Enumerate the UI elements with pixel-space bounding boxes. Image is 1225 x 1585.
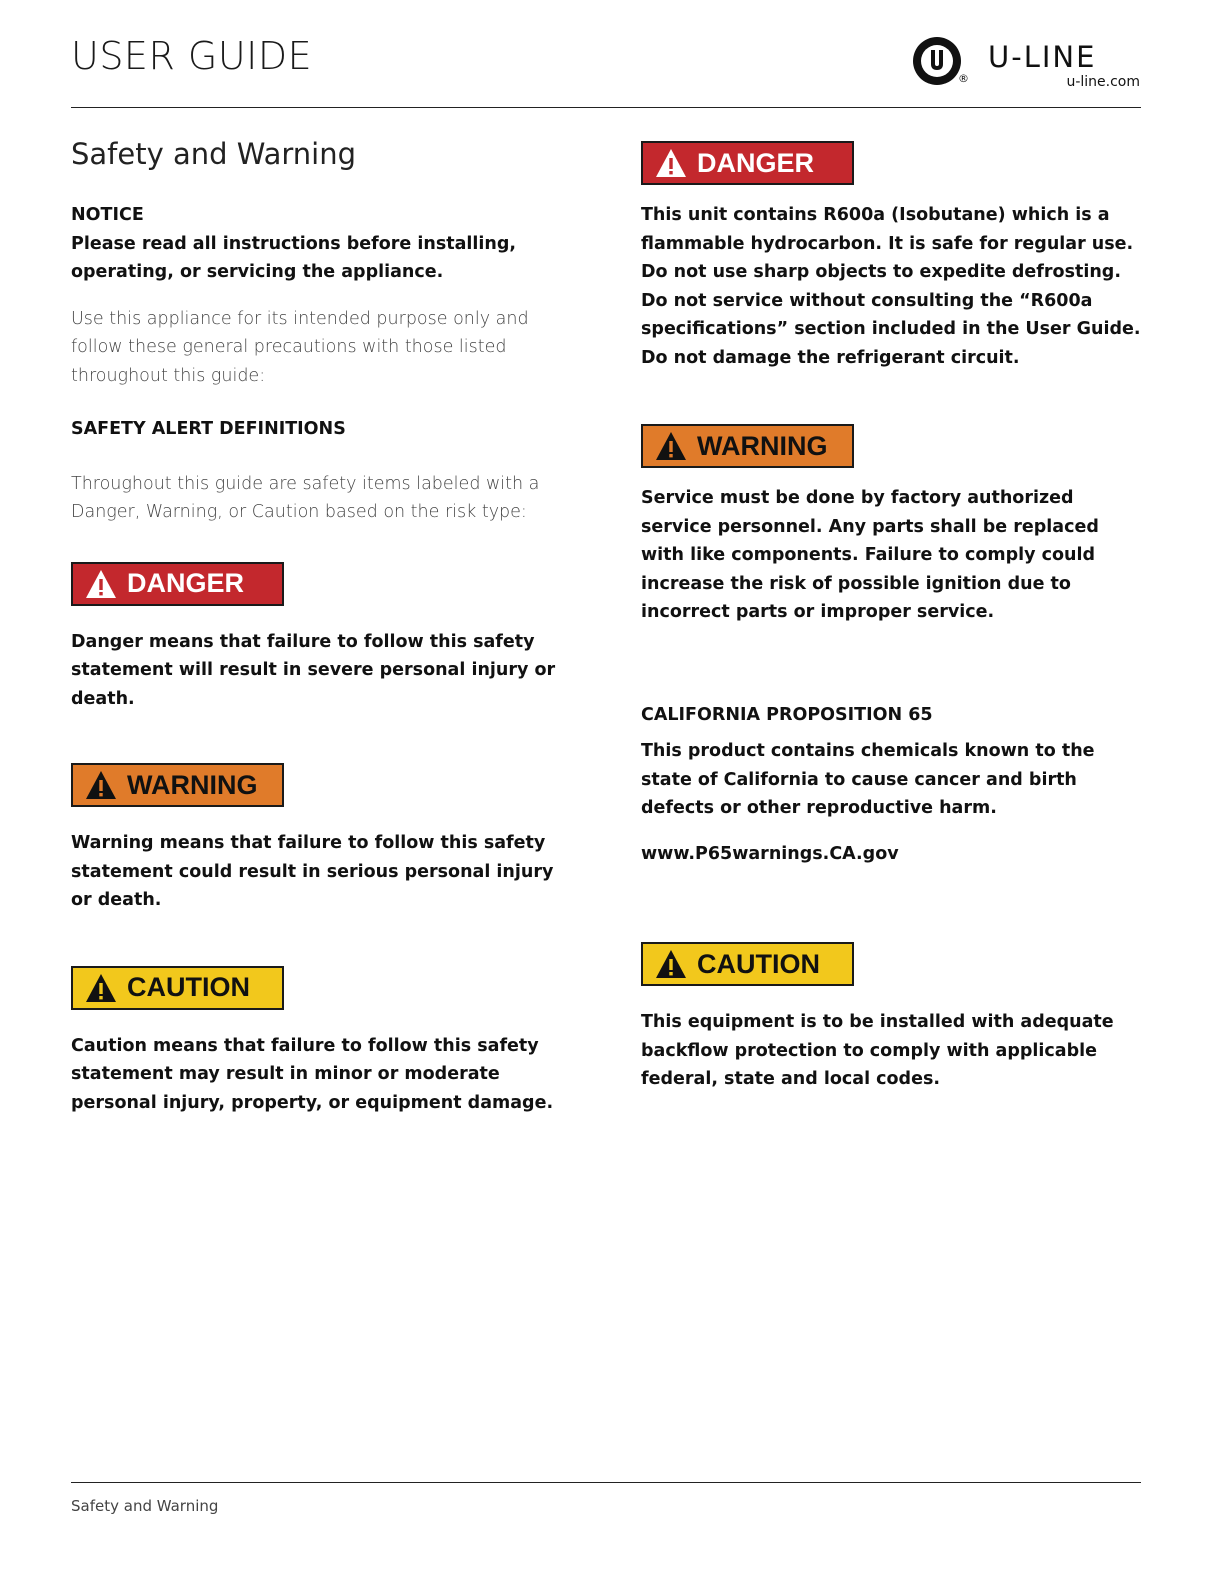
r600a-danger-badge	[641, 141, 854, 185]
warning-definition: Warning means that failure to follow this safety statement could result in serious personal injury or death.	[71, 833, 554, 910]
warning-badge	[71, 763, 284, 807]
definitions-intro: Throughout this guide are safety items labeled with a Danger, Warning, or Caution based on the risk type:	[71, 473, 540, 522]
danger-alert-icon	[655, 148, 687, 178]
prop65-heading: CALIFORNIA PROPOSITION 65	[641, 704, 933, 725]
u-line-logo-icon	[912, 36, 962, 86]
warning-badge-label: WARNING	[127, 769, 258, 800]
logo-wordmark: U-LINE	[988, 40, 1097, 74]
caution-alert-icon	[655, 949, 687, 979]
caution-definition: Caution means that failure to follow this safety statement may result in minor or moderate personal injury, property, or equipment damage.	[71, 1035, 554, 1113]
caution-alert-icon	[85, 973, 117, 1003]
caution-badge-label: CAUTION	[127, 972, 250, 1002]
notice-heading: NOTICE	[71, 205, 144, 225]
danger-badge-label: DANGER	[127, 568, 245, 598]
service-warning-badge	[641, 424, 854, 468]
prop65-text: This product contains chemicals known to the state of California to cause cancer and birth defects or other reproductive harm.	[641, 741, 1095, 818]
left-column	[71, 137, 571, 1117]
prop65-url: www.P65warnings.CA.gov	[641, 843, 899, 864]
danger-alert-icon	[85, 569, 117, 599]
page-header-title: USER GUIDE	[71, 34, 313, 78]
header-divider	[71, 107, 1141, 108]
caution-badge-label: CAUTION	[697, 948, 820, 979]
danger-badge	[71, 562, 284, 606]
logo-url: u-line.com	[1066, 74, 1140, 90]
danger-definition: Danger means that failure to follow this safety statement will result in severe personal injury or death.	[71, 631, 556, 709]
right-column	[641, 141, 1141, 1094]
registered-mark: ®	[958, 72, 969, 85]
definitions-heading: SAFETY ALERT DEFINITIONS	[71, 419, 346, 439]
page-footer: Safety and Warning	[71, 1497, 219, 1515]
warning-alert-icon	[655, 431, 687, 461]
caution-badge	[71, 966, 284, 1010]
section-title: Safety and Warning	[71, 137, 356, 171]
intro-paragraph: Use this appliance for its intended purpose only and follow these general precautions with those listed throughout this guide:	[71, 308, 529, 386]
danger-badge-label: DANGER	[697, 147, 815, 178]
notice-text: Please read all instructions before installing, operating, or servicing the appliance.	[71, 233, 517, 282]
service-warning-text: Service must be done by factory authorized service personnel. Any parts shall be replaced with like components. Failure to comply could increase the risk of possible ignition due to incorrect parts or improper service.	[641, 488, 1099, 622]
r600a-danger-text: This unit contains R600a (Isobutane) which is a flammable hydrocarbon. It is safe for regular use. Do not use sharp objects to expedite defrosting. Do not service without consulting the “R600a specifications” section included in the User Guide. Do not damage the refrigerant circuit.	[641, 205, 1141, 368]
backflow-caution-badge	[641, 942, 854, 986]
warning-alert-icon	[85, 770, 117, 800]
footer-divider	[71, 1482, 1141, 1483]
backflow-caution-text: This equipment is to be installed with adequate backflow protection to comply with applicable federal, state and local codes.	[641, 1012, 1114, 1089]
brand-logo	[910, 34, 1142, 92]
warning-badge-label: WARNING	[697, 430, 828, 461]
